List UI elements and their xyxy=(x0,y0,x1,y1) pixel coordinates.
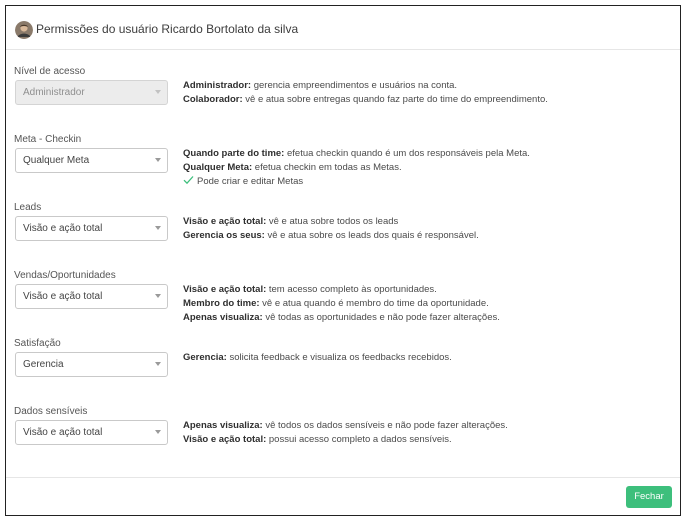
description-term: Qualquer Meta: xyxy=(183,162,253,173)
vendas-select[interactable] xyxy=(15,284,168,309)
section-description xyxy=(183,147,673,189)
create-edit-metas-permission xyxy=(183,175,673,189)
description-line xyxy=(183,419,673,433)
chevron-down-icon xyxy=(155,362,161,366)
description-term: Quando parte do time: xyxy=(183,148,285,159)
description-text: efetua checkin em todas as Metas. xyxy=(252,162,402,173)
chevron-down-icon xyxy=(155,226,161,230)
description-line xyxy=(183,283,673,297)
select-value: Visão e ação total xyxy=(23,427,103,438)
select-value: Administrador xyxy=(23,87,85,98)
description-text: vê e atua sobre entregas quando faz parte do time do empreendimento. xyxy=(242,94,548,105)
description-term: Membro do time: xyxy=(183,298,260,309)
section-label: Vendas/Oportunidades xyxy=(14,270,116,281)
dados-sensiveis-select[interactable] xyxy=(15,420,168,445)
description-line xyxy=(183,229,673,243)
section-label: Meta - Checkin xyxy=(14,134,82,145)
section-label: Nível de acesso xyxy=(14,66,86,77)
chevron-down-icon xyxy=(155,294,161,298)
description-line xyxy=(183,147,673,161)
description-term: Visão e ação total: xyxy=(183,284,267,295)
description-line xyxy=(183,351,673,365)
description-line xyxy=(183,433,673,447)
description-text: vê todos os dados sensíveis e não pode fazer alterações. xyxy=(262,420,508,431)
section-description xyxy=(183,215,673,243)
description-line xyxy=(183,93,673,107)
description-term: Apenas visualiza: xyxy=(183,312,263,323)
description-text: vê e atua sobre todos os leads xyxy=(266,216,399,227)
description-text: possui acesso completo a dados sensíveis. xyxy=(266,434,452,445)
footer-divider xyxy=(6,477,680,478)
select-value: Visão e ação total xyxy=(23,291,103,302)
leads-select[interactable] xyxy=(15,216,168,241)
chevron-down-icon xyxy=(155,158,161,162)
section-label: Leads xyxy=(14,202,42,213)
description-term: Visão e ação total: xyxy=(183,434,267,445)
description-line xyxy=(183,297,673,311)
satisfacao-select[interactable] xyxy=(15,352,168,377)
section-label: Satisfação xyxy=(14,338,61,349)
description-line xyxy=(183,161,673,175)
chevron-down-icon xyxy=(155,430,161,434)
section-description xyxy=(183,79,673,107)
permissions-modal xyxy=(5,5,681,516)
description-term: Visão e ação total: xyxy=(183,216,267,227)
description-term: Administrador: xyxy=(183,80,252,91)
select-value: Visão e ação total xyxy=(23,223,103,234)
select-value: Gerencia xyxy=(23,359,64,370)
description-text: vê e atua sobre os leads dos quais é responsável. xyxy=(264,230,479,241)
description-term: Gerencia os seus: xyxy=(183,230,265,241)
description-text: gerencia empreendimentos e usuários na conta. xyxy=(251,80,458,91)
description-line xyxy=(183,311,673,325)
description-term: Apenas visualiza: xyxy=(183,420,263,431)
description-term: Gerencia: xyxy=(183,352,227,363)
description-text: vê e atua quando é membro do time da oportunidade. xyxy=(259,298,489,309)
avatar xyxy=(15,21,33,39)
section-description xyxy=(183,419,673,447)
meta-checkin-select[interactable] xyxy=(15,148,168,173)
section-description xyxy=(183,351,673,365)
description-line xyxy=(183,79,673,93)
modal-header xyxy=(6,6,680,50)
section-label: Dados sensíveis xyxy=(14,406,88,417)
description-text: tem acesso completo às oportunidades. xyxy=(266,284,437,295)
permission-text: Pode criar e editar Metas xyxy=(197,176,304,187)
description-text: vê todas as oportunidades e não pode fazer alterações. xyxy=(262,312,500,323)
description-text: efetua checkin quando é um dos responsáveis pela Meta. xyxy=(284,148,530,159)
description-line xyxy=(183,215,673,229)
description-text: solicita feedback e visualiza os feedbacks recebidos. xyxy=(226,352,452,363)
chevron-down-icon xyxy=(155,90,161,94)
section-description xyxy=(183,283,673,325)
description-term: Colaborador: xyxy=(183,94,243,105)
select-value: Qualquer Meta xyxy=(23,155,90,166)
checkmark-icon xyxy=(183,175,194,185)
close-button[interactable]: Fechar xyxy=(626,486,672,508)
access-level-select xyxy=(15,80,168,105)
modal-title: Permissões do usuário Ricardo Bortolato da silva xyxy=(36,22,299,36)
